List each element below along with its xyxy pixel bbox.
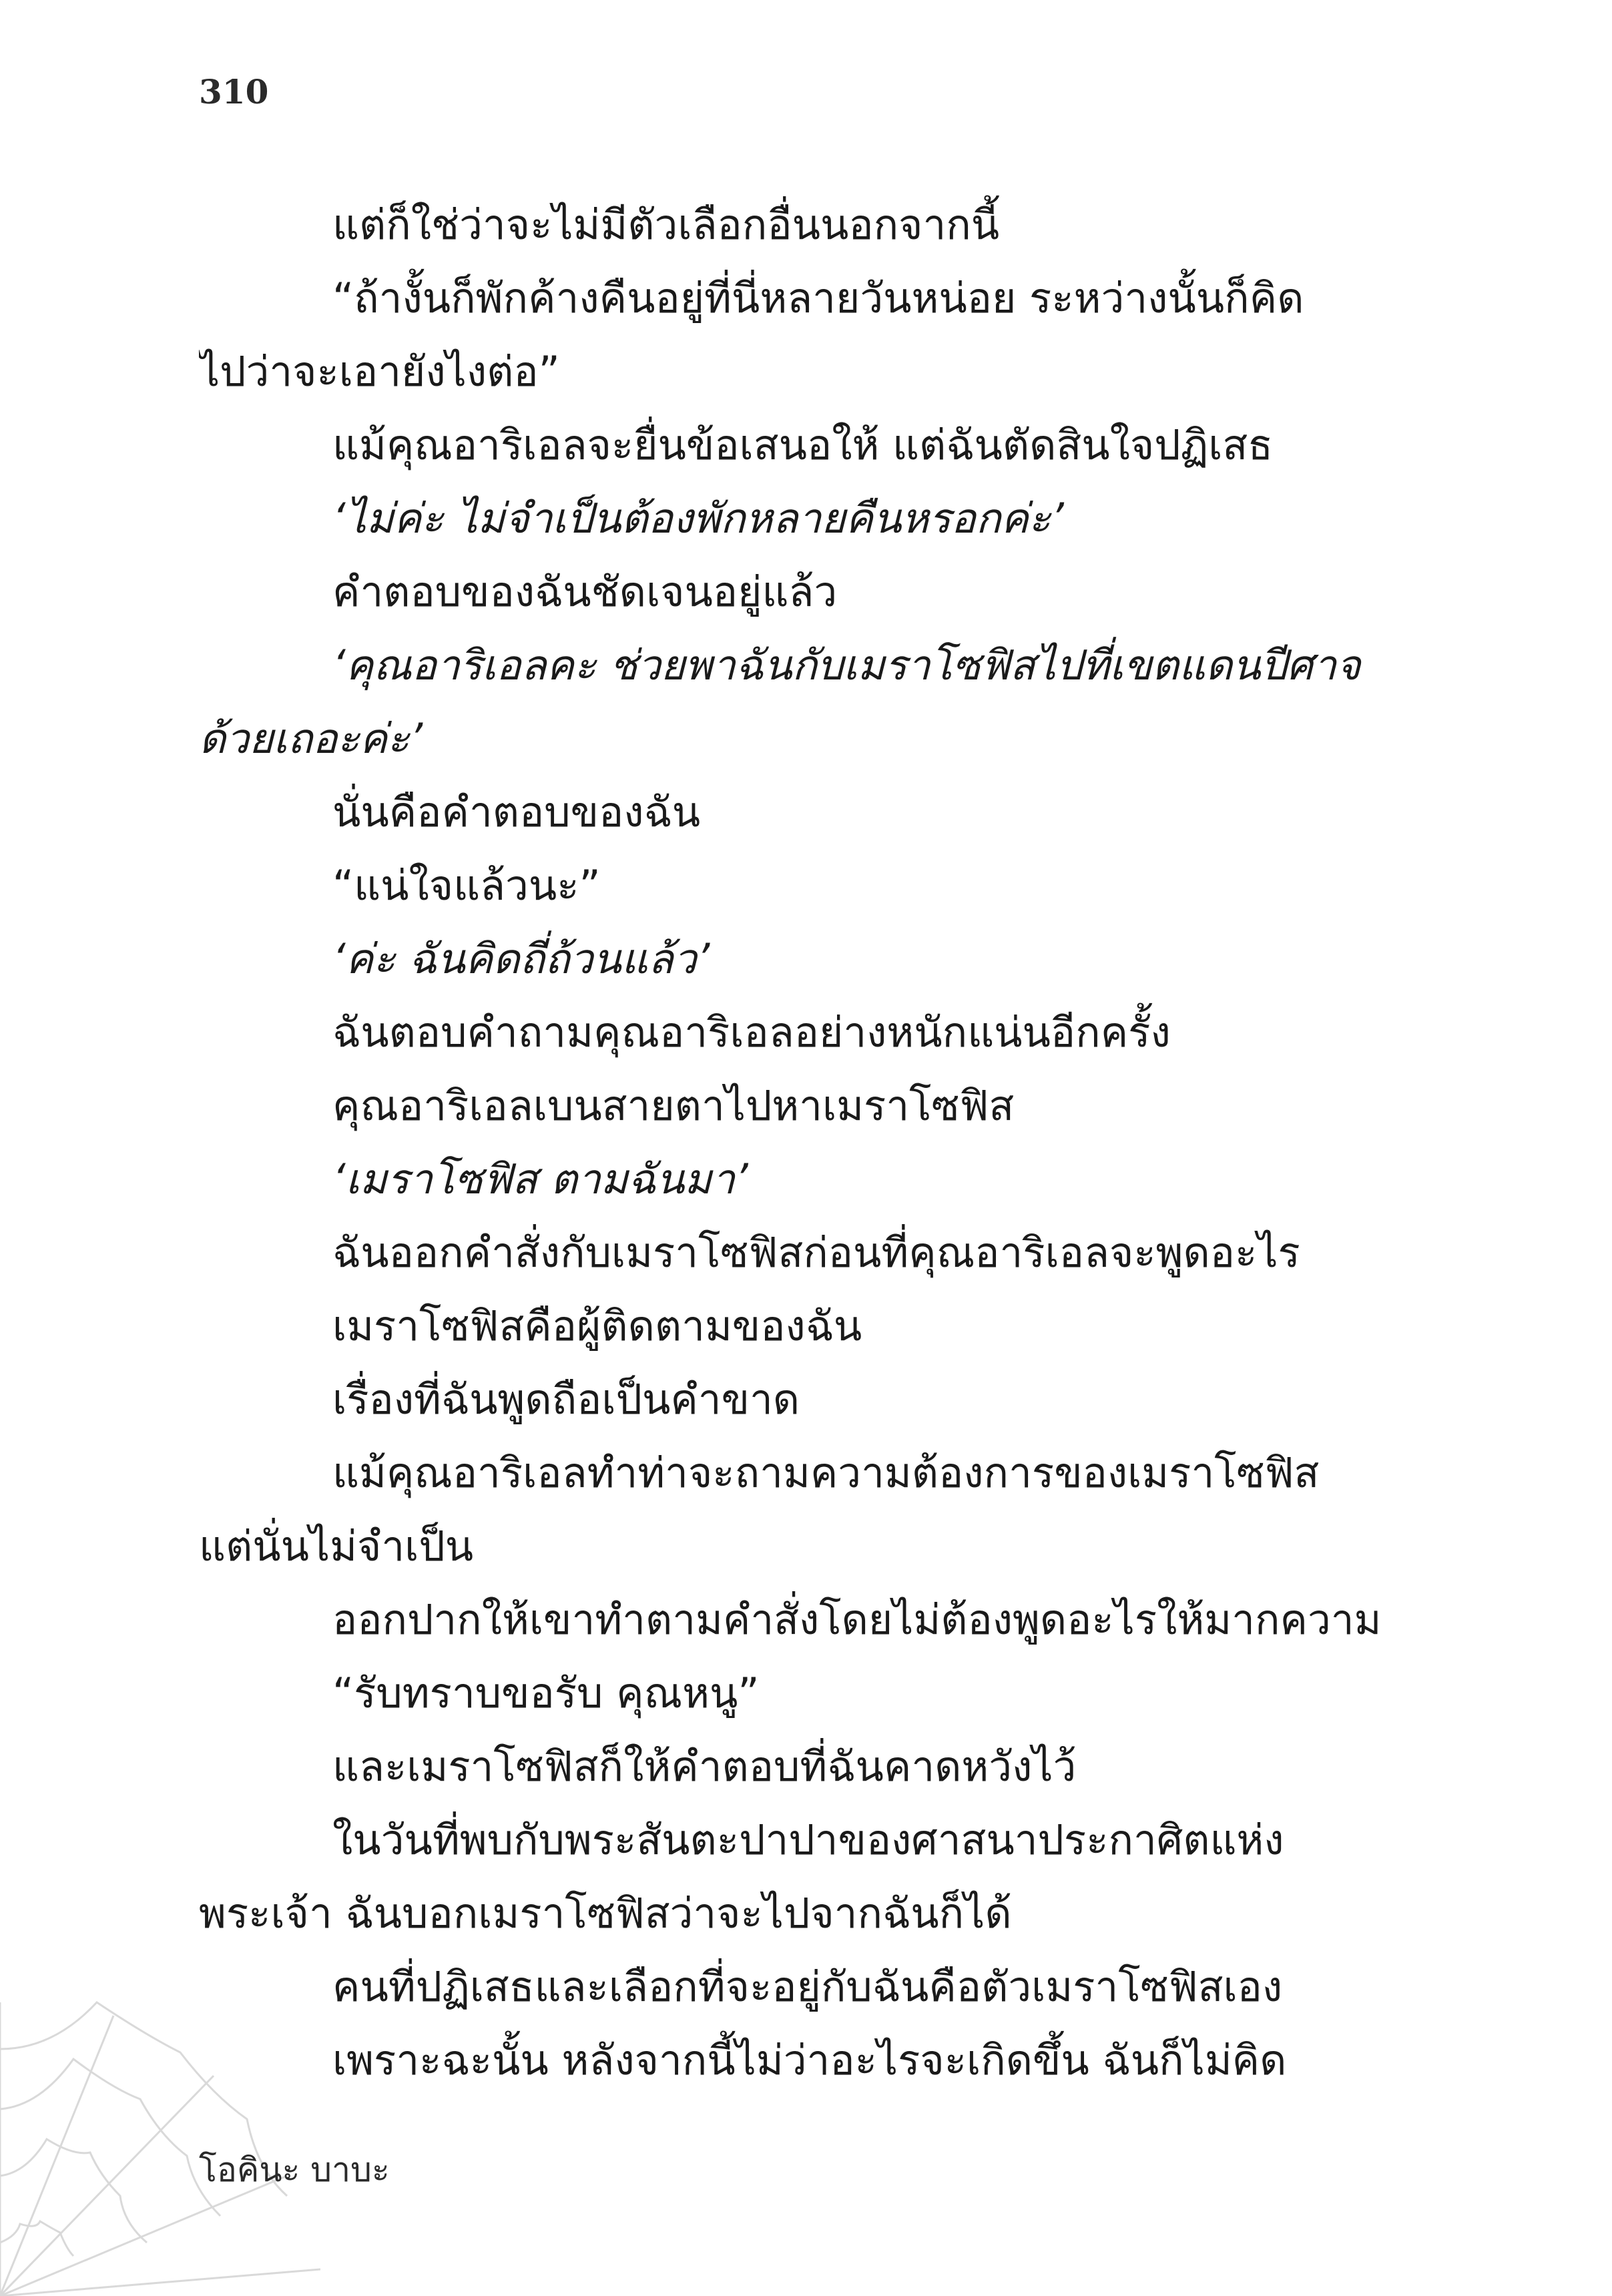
text-line: นั่นคือคำตอบของฉัน — [332, 788, 701, 836]
text-line: เพราะฉะนั้น หลังจากนี้ไม่ว่าอะไรจะเกิดขึ้น ฉันก็ไม่คิด — [332, 2036, 1287, 2084]
text-line: ฉันออกคำสั่งกับเมราโซฟิสก่อนที่คุณอาริเอลจะพูดอะไร — [332, 1228, 1300, 1277]
text-line: พระเจ้า ฉันบอกเมราโซฟิสว่าจะไปจากฉันก็ได้ — [199, 1889, 1012, 1938]
text-line: เมราโซฟิสคือผู้ติดตามของฉัน — [332, 1302, 862, 1350]
text-line: แต่ก็ใช่ว่าจะไม่มีตัวเลือกอื่นนอกจากนี้ — [332, 200, 1000, 249]
text-line: ‘ไม่ค่ะ ไม่จำเป็นต้องพักหลายคืนหรอกค่ะ’ — [332, 494, 1064, 543]
text-line: ‘ค่ะ ฉันคิดถี่ถ้วนแล้ว’ — [332, 934, 710, 983]
text-line: ‘เมราโซฟิส ตามฉันมา’ — [332, 1155, 748, 1203]
text-line: ในวันที่พบกับพระสันตะปาปาของศาสนาประกาศิตแห่ง — [332, 1815, 1284, 1864]
book-title-footer: โอคินะ บาบะ — [199, 2150, 390, 2189]
text-line: ฉันตอบคำถามคุณอาริเอลอย่างหนักแน่นอีกครั้ง — [332, 1008, 1171, 1057]
text-line: “รับทราบขอรับ คุณหนู” — [332, 1669, 760, 1717]
text-line: ด้วยเถอะค่ะ’ — [199, 714, 423, 763]
text-line: ออกปากให้เขาทำตามคำสั่งโดยไม่ต้องพูดอะไรให้มากความ — [332, 1595, 1382, 1644]
text-line: คำตอบของฉันชัดเจนอยู่แล้ว — [332, 567, 838, 616]
text-line: แม้คุณอาริเอลทำท่าจะถามความต้องการของเมราโซฟิส — [332, 1448, 1320, 1497]
body-text — [199, 188, 1414, 2097]
text-line: “แน่ใจแล้วนะ” — [332, 861, 601, 910]
page-number: 310 — [199, 72, 269, 111]
text-line: คนที่ปฏิเสธและเลือกที่จะอยู่กับฉันคือตัวเมราโซฟิสเอง — [332, 1962, 1283, 2011]
text-line: ‘คุณอาริเอลคะ ช่วยพาฉันกับเมราโซฟิสไปที่เขตแดนปีศาจ — [332, 641, 1361, 689]
text-line: คุณอาริเอลเบนสายตาไปหาเมราโซฟิส — [332, 1081, 1015, 1130]
spider-web-icon — [0, 1976, 320, 2296]
text-line: ไปว่าจะเอายังไงต่อ” — [199, 347, 560, 396]
text-line: แต่นั่นไม่จำเป็น — [199, 1522, 474, 1570]
text-line: แม้คุณอาริเอลจะยื่นข้อเสนอให้ แต่ฉันตัดสินใจปฏิเสธ — [332, 420, 1274, 469]
text-line: “ถ้างั้นก็พักค้างคืนอยู่ที่นี่หลายวันหน่อย ระหว่างนั้นก็คิด — [332, 274, 1304, 322]
text-line: และเมราโซฟิสก็ให้คำตอบที่ฉันคาดหวังไว้ — [332, 1742, 1077, 1791]
text-line: เรื่องที่ฉันพูดถือเป็นคำขาด — [332, 1375, 800, 1424]
